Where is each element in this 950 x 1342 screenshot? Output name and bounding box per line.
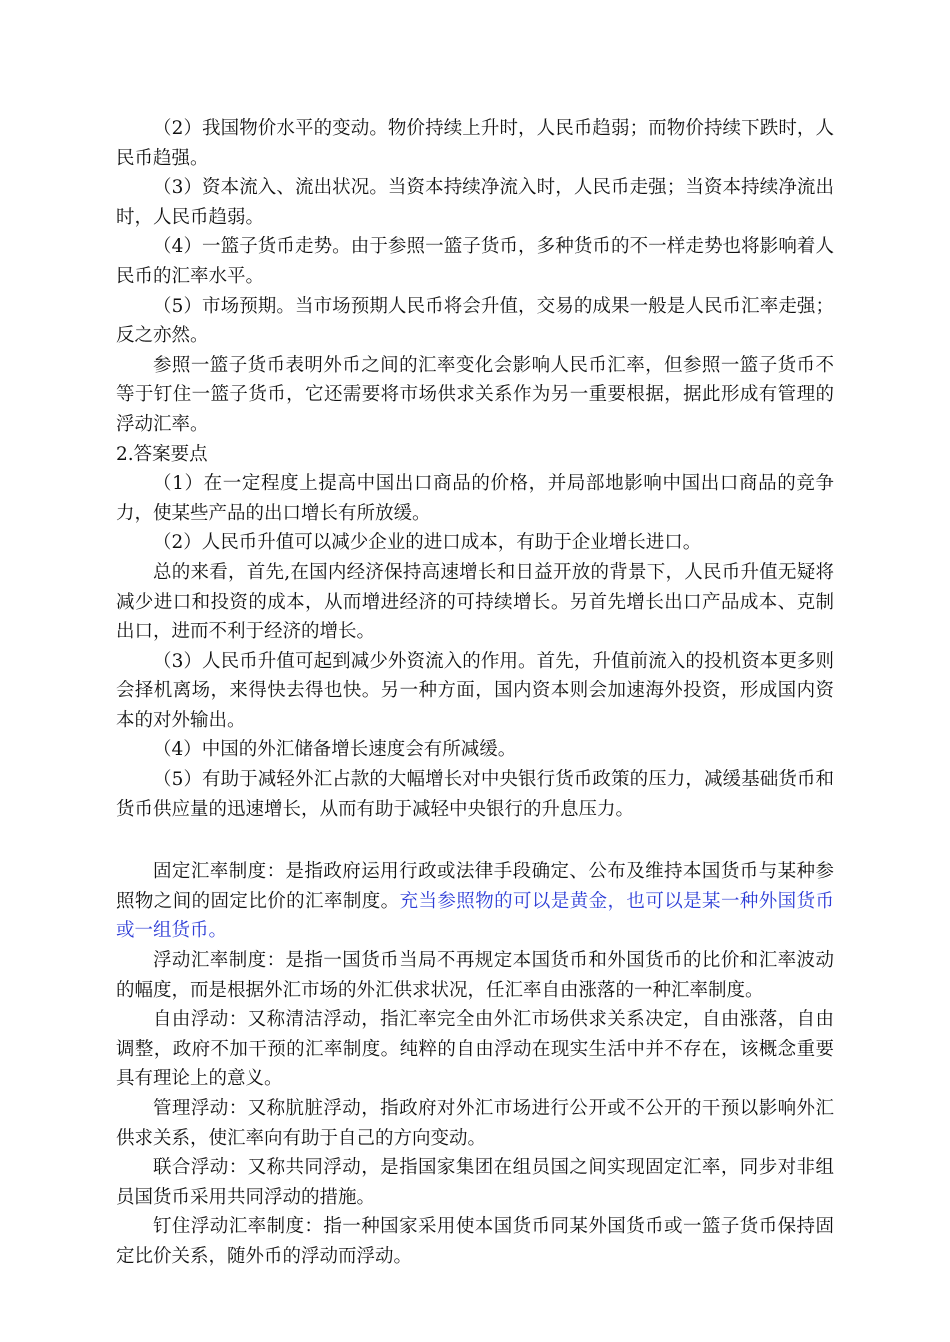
- section-spacer: [116, 824, 834, 857]
- paragraph-market-expectation: （5）市场预期。当市场预期人民币将会升值，交易的成果一般是人民币汇率走强；反之亦然。: [116, 295, 834, 347]
- fixed-rate-highlight: 充当参照物的可以是黄金，也可以是某一种外国货币或一组货币。: [116, 890, 834, 942]
- paragraph-answer-3: （3）人民币升值可起到减少外资流入的作用。首先，升值前流入的投机资本更多则会择机离场，来得快去得也快。另一种方面，国内资本则会加速海外投资，形成国内资本的对外输出。: [116, 650, 834, 731]
- paragraph-managed-float: 管理浮动：又称肮脏浮动，指政府对外汇市场进行公开或不公开的干预以影响外汇供求关系，使汇率向有助于自己的方向变动。: [116, 1098, 834, 1149]
- paragraph-floating-rate: 浮动汇率制度：是指一国货币当局不再规定本国货币和外国货币的比价和汇率波动的幅度，而是根据外汇市场的外汇供求状况，任汇率自由涨落的一种汇率制度。: [116, 950, 834, 1001]
- document-page: [116, 114, 834, 1272]
- paragraph-pegged-float: 钉住浮动汇率制度：指一种国家采用使本国货币同某外国货币或一篮子货币保持固定比价关系，随外币的浮动而浮动。: [116, 1216, 834, 1267]
- section-heading-answer-points: 2.答案要点: [116, 443, 208, 465]
- paragraph-answer-4: （4）中国的外汇储备增长速度会有所减缓。: [153, 739, 517, 761]
- paragraph-fixed-rate: [116, 857, 834, 946]
- paragraph-joint-float: 联合浮动：又称共同浮动，是指国家集团在组员国之间实现固定汇率，同步对非组员国货币采用共同浮动的措施。: [116, 1157, 834, 1208]
- paragraph-capital-flow: （3）资本流入、流出状况。当资本持续净流入时，人民币走强；当资本持续净流出时，人民币趋弱。: [116, 177, 834, 228]
- paragraph-answer-2: （2）人民币升值可以减少企业的进口成本，有助于企业增长进口。: [153, 532, 702, 554]
- paragraph-basket-summary: 参照一篮子货币表明外币之间的汇率变化会影响人民币汇率，但参照一篮子货币不等于钉住一篮子货币，它还需要将市场供求关系作为另一重要根据，据此形成有管理的浮动汇率。: [116, 354, 834, 435]
- paragraph-price-level: （2）我国物价水平的变动。物价持续上升时，人民币趋弱；而物价持续下跌时，人民币趋强。: [116, 118, 834, 169]
- paragraph-answer-1: （1）在一定程度上提高中国出口商品的价格，并局部地影响中国出口商品的竞争力，使某些产品的出口增长有所放缓。: [116, 473, 834, 524]
- paragraph-answer-5: （5）有助于减轻外汇占款的大幅增长对中央银行货币政策的压力，减缓基础货币和货币供应量的迅速增长，从而有助于减轻中央银行的升息压力。: [116, 769, 834, 820]
- paragraph-currency-basket: （4）一篮子货币走势。由于参照一篮子货币，多种货币的不一样走势也将影响着人民币的汇率水平。: [116, 236, 834, 287]
- paragraph-free-float: 自由浮动：又称清洁浮动，指汇率完全由外汇市场供求关系决定，自由涨落，自由调整，政府不加干预的汇率制度。纯粹的自由浮动在现实生活中并不存在，该概念重要具有理论上的意义。: [116, 1009, 834, 1090]
- fixed-rate-definition: 固定汇率制度：是指政府运用行政或法律手段确定、公布及维持本国货币与某种参照物之间的固定比价的汇率制度。: [116, 861, 834, 912]
- paragraph-overall: 总的来看，首先,在国内经济保持高速增长和日益开放的背景下，人民币升值无疑将减少进口和投资的成本，从而增进经济的可持续增长。另首先增长出口产品成本、克制出口，进而不利于经济的增长。: [116, 561, 834, 643]
